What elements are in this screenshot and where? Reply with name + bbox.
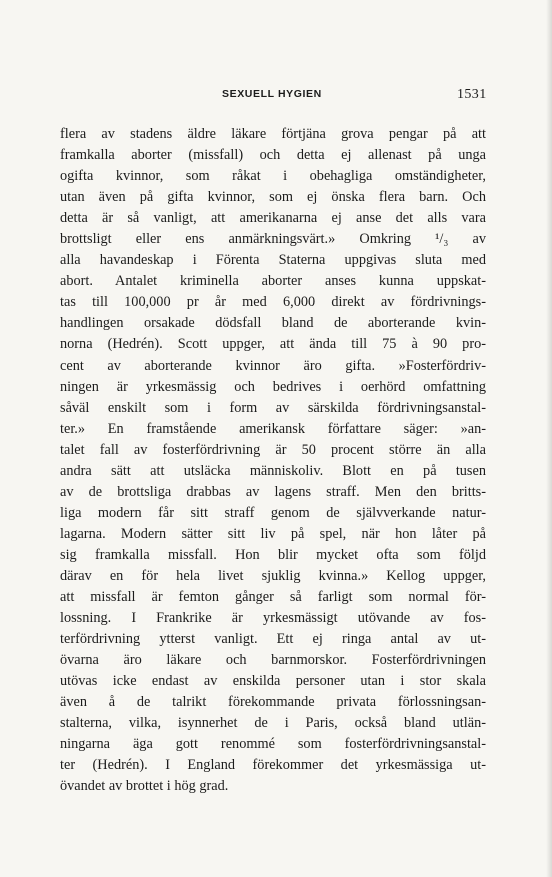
text-line: lagarna. Modern sätter sitt liv på spel, när hon låter på (60, 525, 486, 542)
text-line: ter (Hedrén). I England förekommer det yrkesmässiga ut- (60, 757, 486, 774)
running-head (0, 88, 552, 108)
text-line: brottsligt eller ens anmärkningsvärt.» Omkring ¹/₃ av (60, 231, 486, 248)
text-line: av de brottsliga drabbas av lagens straff. Men den britts- (60, 483, 486, 500)
text-line: övarna äro läkare och barnmorskor. Fosterfördrivningen (60, 652, 486, 669)
body-text (60, 124, 486, 798)
text-line: att missfall är femton gånger så farligt som normal för- (60, 589, 486, 606)
text-line: ter.» En framstående amerikansk författare säger: »an- (60, 420, 486, 437)
text-line: ogifta kvinnor, som råkat i obehagliga omständigheter, (60, 168, 486, 185)
text-line: cent av aborterande kvinnor äro gifta. »Fosterfördriv- (60, 357, 486, 374)
text-line: alla havandeskap i Förenta Staterna uppgivas sluta med (60, 252, 486, 269)
page-number: 1531 (457, 87, 487, 102)
text-line: terfördrivning ytterst vanligt. Ett ej ringa antal av ut- (60, 631, 486, 648)
text-line: detta är så vanligt, att amerikanarna ej anse det alls vara (60, 210, 486, 227)
text-line: andra sätt att utsläcka människoliv. Blott en på tusen (60, 462, 486, 479)
text-line: ningarna äga gott renommé som fosterfördrivningsanstal- (60, 736, 486, 753)
page-edge-shadow (546, 0, 552, 877)
text-line: framkalla aborter (missfall) och detta ej allenast på unga (60, 147, 486, 164)
text-line: stalterna, vilka, isynnerhet de i Paris, också bland utlän- (60, 715, 486, 732)
text-line: norna (Hedrén). Scott uppger, att ända till 75 à 90 pro- (60, 336, 486, 353)
text-line: handlingen orsakade dödsfall bland de aborterande kvin- (60, 315, 486, 332)
text-line: flera av stadens äldre läkare förtjäna grova pengar på att (60, 126, 486, 142)
text-line: ningen är yrkesmässig och bedrives i oerhörd omfattning (60, 378, 486, 395)
text-line: abort. Antalet kriminella aborter anses kunna uppskat- (60, 273, 486, 290)
text-line: lossning. I Frankrike är yrkesmässigt utövande av fos- (60, 610, 486, 627)
text-line: utövas icke endast av enskilda personer utan i stor skala (60, 673, 486, 690)
text-line: tas till 100,000 pr år med 6,000 direkt av fördrivnings- (60, 294, 486, 311)
text-line: såväl enskilt som i form av särskilda fördrivningsanstal- (60, 399, 486, 416)
text-line: sig framkalla missfall. Hon blir mycket ofta som följd (60, 546, 486, 563)
text-line: därav en för hela livet sjuklig kvinna.» Kellog uppger, (60, 567, 486, 584)
running-head-title: SEXUELL HYGIEN (222, 88, 322, 100)
text-line: liga modern får sitt straff genom de självverkande natur- (60, 504, 486, 521)
text-line: utan även på gifta kvinnor, som ej önska flera barn. Och (60, 189, 486, 206)
text-line: talet fall av fosterfördrivning är 50 procent större än alla (60, 441, 486, 458)
text-line: övandet av brottet i hög grad. (60, 778, 229, 795)
text-line: även å de talrikt förekommande privata förlossningsan- (60, 694, 486, 711)
